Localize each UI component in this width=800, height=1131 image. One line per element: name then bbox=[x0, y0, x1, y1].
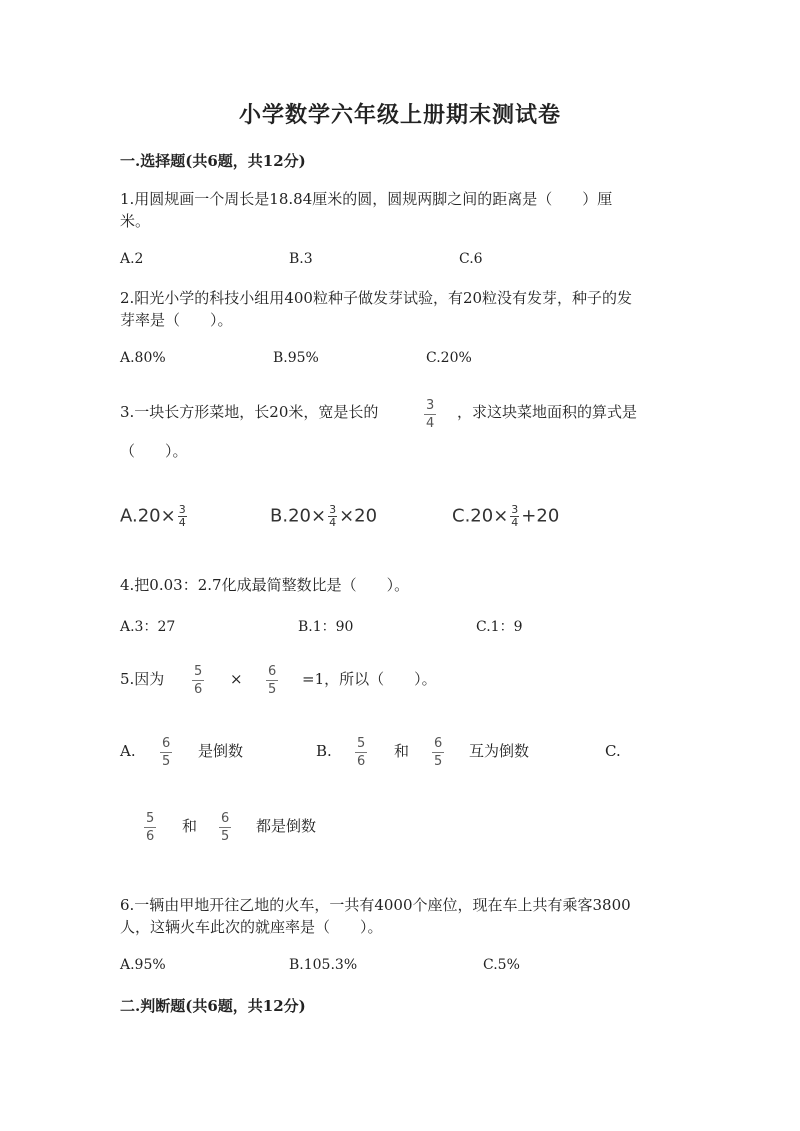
fraction-denominator: 5 bbox=[162, 754, 171, 769]
fraction-numerator: 6 bbox=[162, 736, 171, 751]
fraction-denominator: 4 bbox=[426, 416, 435, 431]
fraction-denominator: 5 bbox=[268, 682, 277, 697]
fraction-denominator: 5 bbox=[434, 754, 443, 769]
question-5-fraction-1 bbox=[192, 663, 204, 698]
question-5-option-b-text: 互为倒数 bbox=[469, 742, 530, 760]
question-1-line-1: 1.用圆规画一个周长是18.84厘米的圆，圆规两脚之间的距离是（ ）厘 bbox=[120, 190, 613, 208]
question-5-option-a-label: A. bbox=[120, 742, 136, 760]
option-label: B. bbox=[270, 505, 289, 527]
question-5-option-a-fraction bbox=[160, 735, 172, 770]
option-expression: 20× bbox=[470, 505, 509, 527]
fraction-numerator: 3 bbox=[178, 503, 186, 516]
question-5-option-b-fraction-2 bbox=[432, 735, 444, 770]
fraction-denominator: 4 bbox=[178, 516, 186, 529]
fraction-numerator: 3 bbox=[329, 503, 337, 516]
page-title: 小学数学六年级上册期末测试卷 bbox=[238, 102, 561, 128]
question-5-option-b-label: B. bbox=[316, 742, 332, 760]
question-3-text-pre: 3.一块长方形菜地，长20米，宽是长的 bbox=[120, 403, 379, 421]
question-5-option-c-and: 和 bbox=[182, 817, 198, 835]
question-1-option-a: A.2 bbox=[120, 251, 144, 267]
question-2-option-c: C.20% bbox=[426, 350, 472, 366]
question-3-text-post: ，求这块菜地面积的算式是 bbox=[457, 403, 638, 421]
option-expression-tail: +20 bbox=[521, 505, 560, 527]
fraction-denominator: 6 bbox=[357, 754, 366, 769]
option-expression-tail: ×20 bbox=[339, 505, 378, 527]
question-6-line-1: 6.一辆由甲地开往乙地的火车，一共有4000个座位，现在车上共有乘客3800 bbox=[120, 896, 631, 914]
question-6-line-2: 人，这辆火车此次的就座率是（ ）。 bbox=[120, 918, 383, 936]
fraction-denominator: 5 bbox=[221, 829, 230, 844]
question-3-option-b bbox=[270, 504, 377, 529]
question-5-text-post: =1，所以（ ）。 bbox=[302, 670, 437, 688]
question-2-line-2: 芽率是（ ）。 bbox=[120, 311, 233, 329]
option-label: C. bbox=[452, 505, 471, 527]
option-expression: 20× bbox=[288, 505, 327, 527]
fraction-numerator: 5 bbox=[357, 736, 366, 751]
fraction-denominator: 4 bbox=[511, 516, 519, 529]
question-5-option-c-fraction-2 bbox=[219, 810, 231, 845]
question-5-text-pre: 5.因为 bbox=[120, 670, 165, 688]
question-5-fraction-2 bbox=[266, 663, 278, 698]
fraction-denominator: 4 bbox=[329, 516, 337, 529]
question-5-option-a-text: 是倒数 bbox=[198, 742, 244, 760]
fraction-numerator: 3 bbox=[511, 503, 519, 516]
question-5-times-sign: × bbox=[230, 670, 243, 688]
option-expression: 20× bbox=[137, 505, 176, 527]
question-4-option-b: B.1：90 bbox=[298, 619, 354, 635]
question-2-option-b: B.95% bbox=[273, 350, 319, 366]
question-6-option-a: A.95% bbox=[120, 957, 166, 973]
question-4-option-c: C.1：9 bbox=[476, 619, 523, 635]
question-6-option-b: B.105.3% bbox=[289, 957, 358, 973]
question-6-option-c: C.5% bbox=[483, 957, 520, 973]
question-5-option-b-and: 和 bbox=[394, 742, 410, 760]
option-fraction bbox=[510, 504, 519, 529]
question-4-option-a: A.3：27 bbox=[120, 619, 176, 635]
question-2-option-a: A.80% bbox=[120, 350, 166, 366]
option-label: A. bbox=[120, 505, 138, 527]
fraction-numerator: 6 bbox=[268, 664, 277, 679]
option-fraction bbox=[328, 504, 337, 529]
question-3-fraction bbox=[424, 397, 436, 432]
question-5-option-c-text: 都是倒数 bbox=[256, 817, 317, 835]
question-4-text: 4.把0.03：2.7化成最简整数比是（ ）。 bbox=[120, 576, 410, 594]
question-5-option-b-fraction-1 bbox=[355, 735, 367, 770]
fraction-numerator: 3 bbox=[426, 398, 435, 413]
question-3-option-a bbox=[120, 504, 189, 529]
fraction-numerator: 6 bbox=[221, 811, 230, 826]
fraction-denominator: 6 bbox=[146, 829, 155, 844]
fraction-denominator: 6 bbox=[194, 682, 203, 697]
fraction-numerator: 5 bbox=[146, 811, 155, 826]
question-1-option-b: B.3 bbox=[289, 251, 313, 267]
question-1-line-2: 米。 bbox=[120, 212, 151, 230]
question-5-option-c-fraction-1 bbox=[144, 810, 156, 845]
fraction-numerator: 6 bbox=[434, 736, 443, 751]
section-heading-judgement: 二.判断题(共6题，共12分) bbox=[120, 997, 306, 1015]
question-3-line-2: （ ）。 bbox=[120, 442, 188, 460]
option-fraction bbox=[178, 504, 187, 529]
section-heading-choice: 一.选择题(共6题，共12分) bbox=[120, 152, 306, 170]
fraction-numerator: 5 bbox=[194, 664, 203, 679]
question-1-option-c: C.6 bbox=[459, 251, 483, 267]
question-5-option-c-label: C. bbox=[605, 742, 621, 760]
question-3-option-c bbox=[452, 504, 559, 529]
question-2-line-1: 2.阳光小学的科技小组用400粒种子做发芽试验，有20粒没有发芽，种子的发 bbox=[120, 289, 633, 307]
